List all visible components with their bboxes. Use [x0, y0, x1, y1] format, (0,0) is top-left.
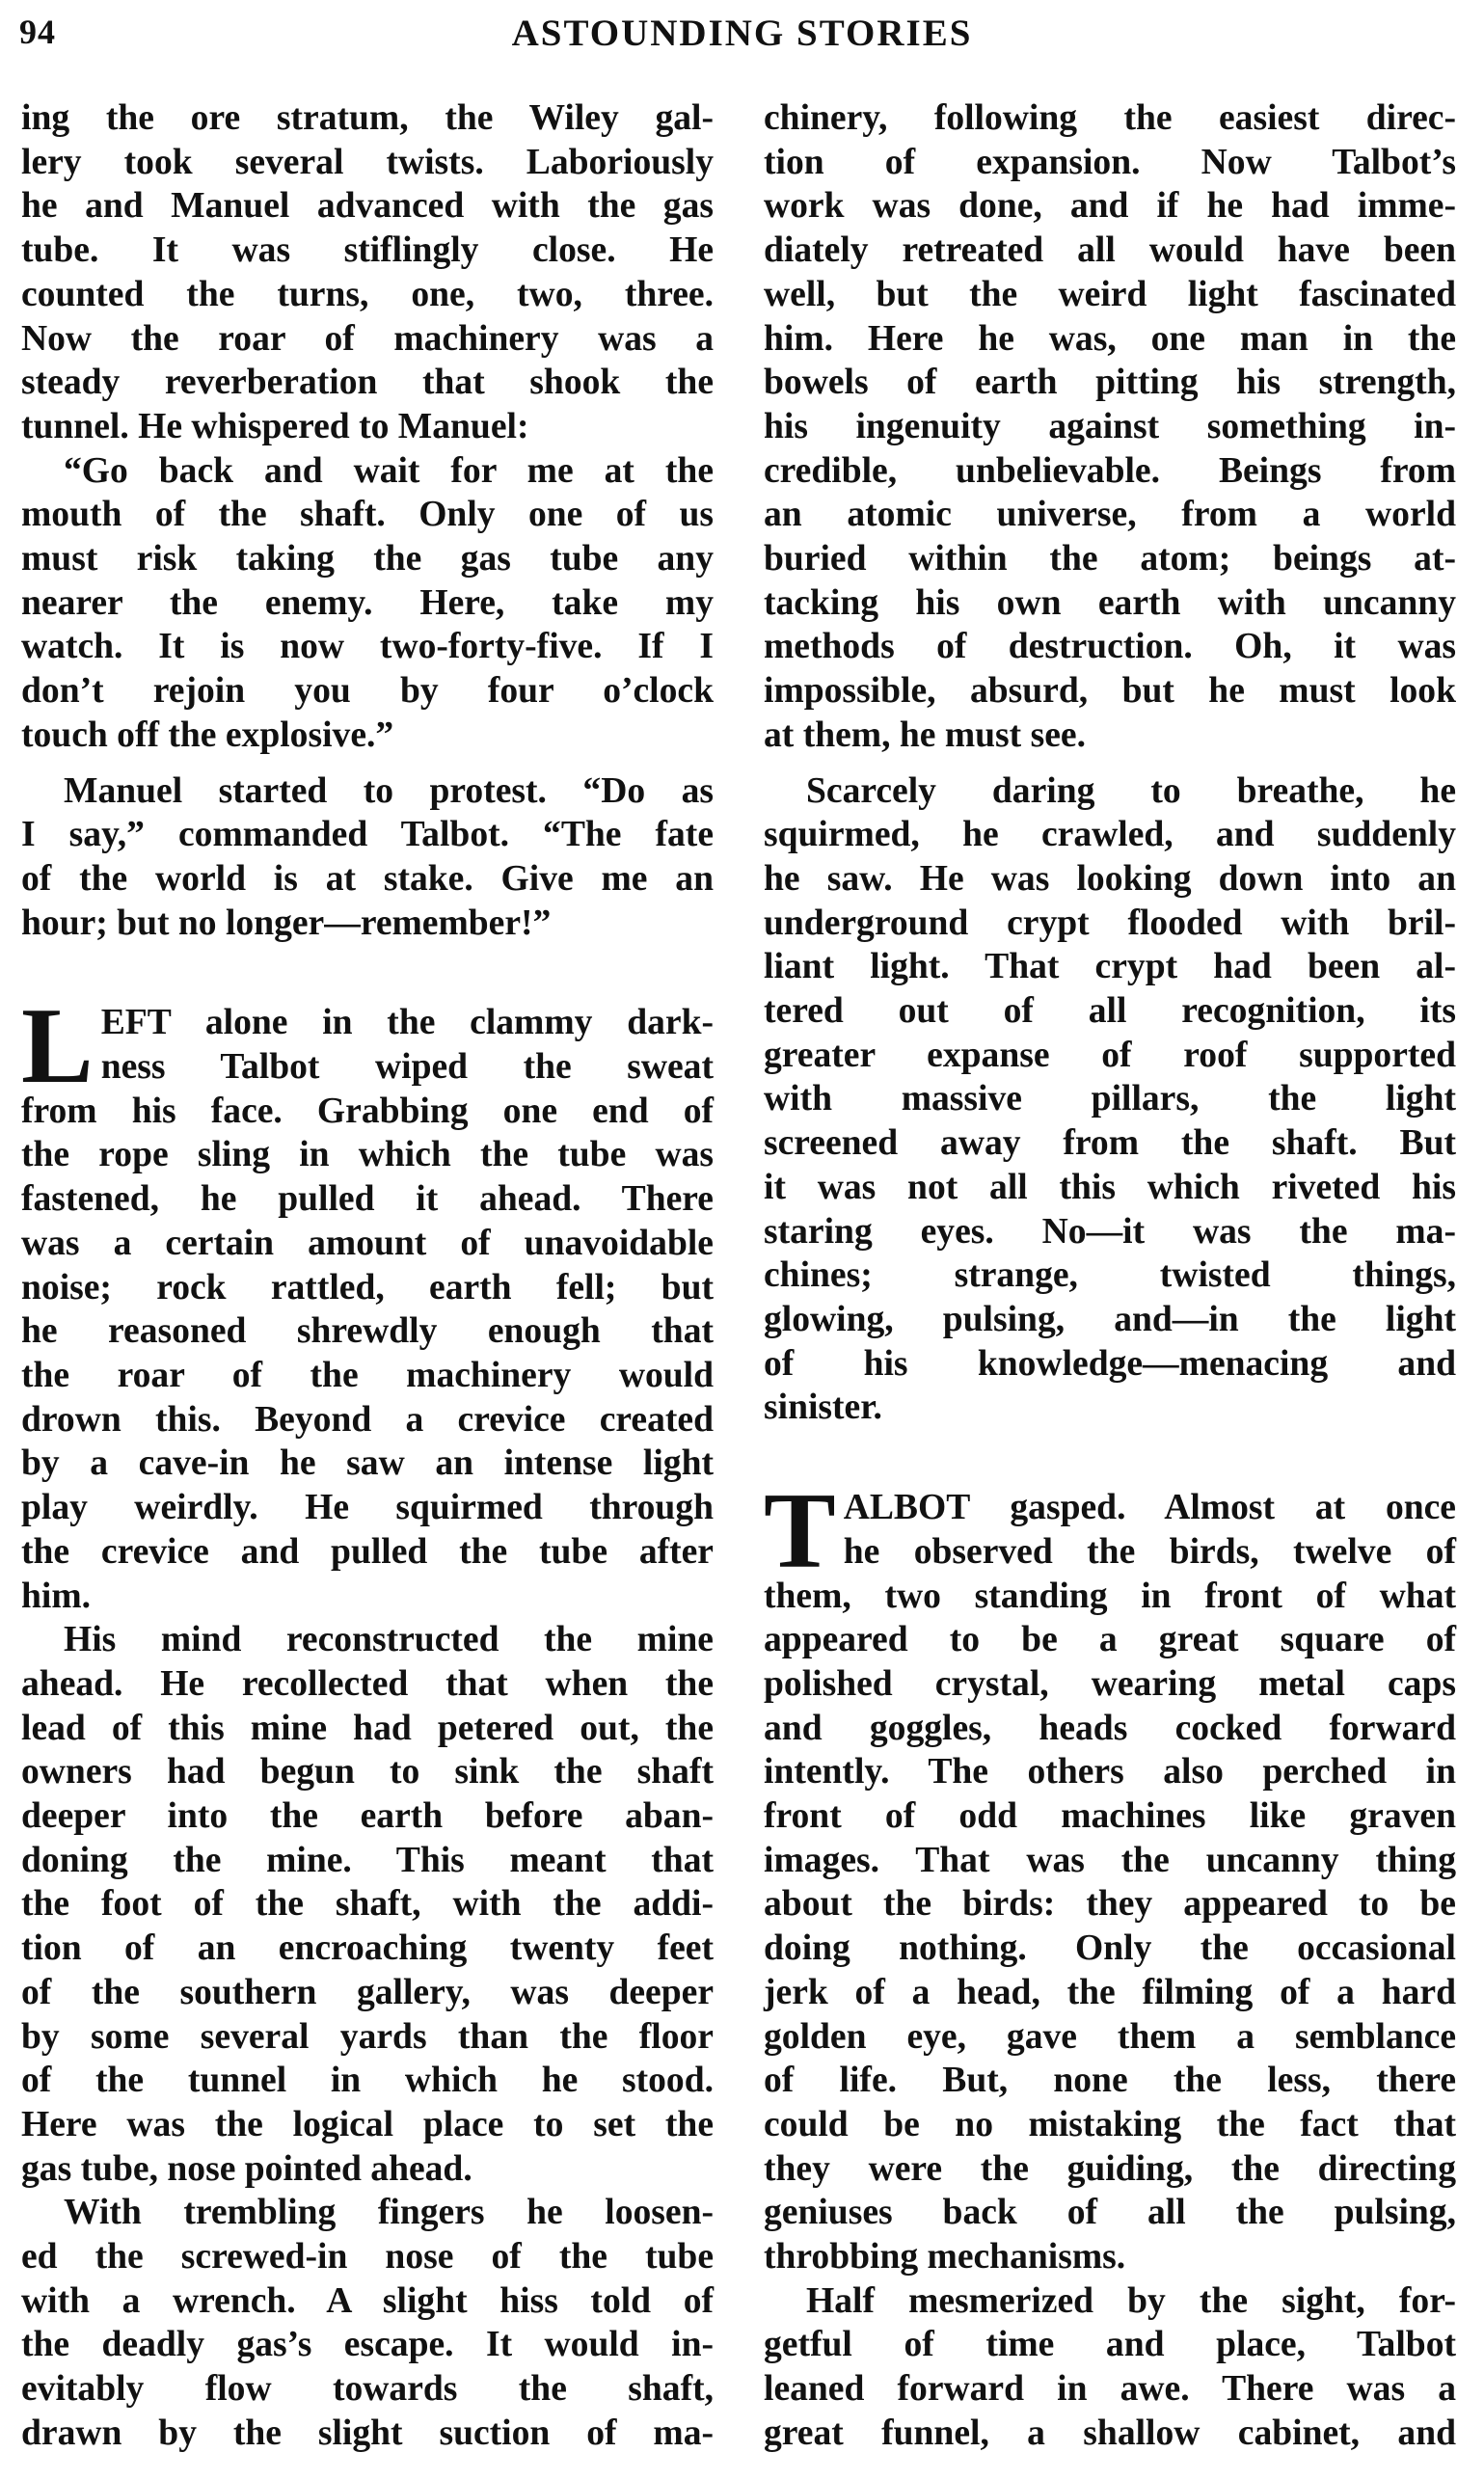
text-line: tunnel. He whispered to Manuel: — [21, 406, 529, 446]
running-title: ASTOUNDING STORIES — [511, 13, 973, 54]
text-line: greater expanse of roof supported — [764, 1035, 1456, 1075]
text-line: tered out of all recognition, its — [764, 991, 1456, 1032]
text-line: polished crystal, wearing metal caps — [764, 1663, 1456, 1704]
text-line: credible, unbelievable. Beings from — [764, 450, 1456, 491]
text-line: diately retreated all would have been — [764, 230, 1456, 271]
text-line: evitably flow towards the shaft, — [21, 2369, 714, 2410]
text-line: ed the screwed-in nose of the tube — [21, 2237, 714, 2278]
text-line: of his knowledge—menacing and — [764, 1343, 1456, 1384]
text-line: lery took several twists. Laboriously — [21, 142, 714, 182]
text-line: from his face. Grabbing one end of — [21, 1091, 714, 1131]
text-line: he saw. He was looking down into an — [764, 858, 1456, 899]
text-line: His mind reconstructed the mine — [64, 1620, 714, 1660]
text-line: ALBOT gasped. Almost at once — [843, 1488, 1456, 1528]
text-line: at them, he must see. — [764, 714, 1086, 755]
text-line: EFT alone in the clammy dark- — [100, 1003, 714, 1043]
text-line: tion of expansion. Now Talbot’s — [764, 142, 1456, 182]
dropcap-paragraph-opening — [764, 1471, 1456, 1592]
text-line: lead of this mine had petered out, the — [21, 1708, 714, 1748]
text-line: nearer the enemy. Here, take my — [21, 582, 714, 623]
text-line: of the tunnel in which he stood. — [21, 2061, 714, 2101]
text-line: the foot of the shaft, with the addi- — [21, 1884, 714, 1925]
text-line: doning the mine. This meant that — [21, 1840, 714, 1880]
text-line: ness Talbot wiped the sweat — [100, 1047, 714, 1088]
text-line: tion of an encroaching twenty feet — [21, 1928, 714, 1969]
text-line: steady reverberation that shook the — [21, 363, 714, 403]
text-line: drown this. Beyond a crevice created — [21, 1399, 714, 1440]
text-line: his ingenuity against something in- — [764, 406, 1456, 446]
text-line: deeper into the earth before aban- — [21, 1796, 714, 1837]
text-line: drawn by the slight suction of ma- — [21, 2413, 714, 2453]
text-line: work was done, and if he had imme- — [764, 186, 1456, 227]
text-line: and goggles, heads cocked forward — [764, 1708, 1456, 1748]
text-line: glowing, pulsing, and—in the light — [764, 1299, 1456, 1339]
text-line: ing the ore stratum, the Wiley gal- — [21, 98, 714, 138]
text-line: must risk taking the gas tube any — [21, 539, 714, 580]
text-line: gas tube, nose pointed ahead. — [21, 2148, 472, 2189]
text-line: it was not all this which riveted his — [764, 1167, 1456, 1207]
text-line: about the birds: they appeared to be — [764, 1884, 1456, 1925]
text-line: noise; rock rattled, earth fell; but — [21, 1267, 714, 1307]
text-line: geniuses back of all the pulsing, — [764, 2193, 1456, 2233]
text-line: great funnel, a shallow cabinet, and — [764, 2413, 1456, 2453]
text-line: the roar of the machinery would — [21, 1355, 714, 1395]
text-line: underground crypt flooded with bril- — [764, 903, 1456, 943]
text-line: Now the roar of machinery was a — [21, 318, 714, 359]
text-line: impossible, absurd, but he must look — [764, 671, 1456, 712]
text-line: “Go back and wait for me at the — [64, 450, 714, 491]
text-line: Here was the logical place to set the — [21, 2104, 714, 2144]
text-line: chinery, following the easiest direc- — [764, 98, 1456, 138]
text-line: an atomic universe, from a world — [764, 495, 1456, 535]
text-line: by a cave-in he saw an intense light — [21, 1443, 714, 1484]
text-line: hour; but no longer—remember!” — [21, 903, 552, 943]
left-column — [21, 96, 714, 2456]
text-line: tube. It was stiflingly close. He — [21, 230, 714, 271]
text-line: him. — [21, 1576, 92, 1616]
text-line: he observed the birds, twelve of — [843, 1531, 1456, 1572]
text-line: owners had begun to sink the shaft — [21, 1752, 714, 1793]
text-line: him. Here he was, one man in the — [764, 318, 1456, 359]
text-line: watch. It is now two-forty-five. If I — [21, 627, 714, 667]
text-line: Half mesmerized by the sight, for- — [806, 2280, 1456, 2321]
page-header — [0, 0, 1484, 67]
text-line: throbbing mechanisms. — [764, 2237, 1126, 2278]
text-line: methods of destruction. Oh, it was — [764, 627, 1456, 667]
text-line: of life. But, none the less, there — [764, 2061, 1456, 2101]
text-line: leaned forward in awe. There was a — [764, 2369, 1456, 2410]
text-line: he and Manuel advanced with the gas — [21, 186, 714, 227]
text-line: Manuel started to protest. “Do as — [64, 770, 714, 811]
text-line: with massive pillars, the light — [764, 1079, 1456, 1119]
text-line: ahead. He recollected that when the — [21, 1663, 714, 1704]
text-line: the deadly gas’s escape. It would in- — [21, 2325, 714, 2365]
drop-cap-letter: L — [21, 986, 94, 1107]
text-line: fastened, he pulled it ahead. There — [21, 1179, 714, 1220]
text-line: doing nothing. Only the occasional — [764, 1928, 1456, 1969]
text-line: they were the guiding, the directing — [764, 2148, 1456, 2189]
text-line: of the southern gallery, was deeper — [21, 1972, 714, 2012]
text-line: the rope sling in which the tube was — [21, 1135, 714, 1175]
text-line: staring eyes. No—it was the ma- — [764, 1211, 1456, 1252]
text-line: tacking his own earth with uncanny — [764, 582, 1456, 623]
text-line: play weirdly. He squirmed through — [21, 1488, 714, 1528]
text-line: mouth of the shaft. Only one of us — [21, 495, 714, 535]
text-line: well, but the weird light fascinated — [764, 274, 1456, 314]
text-line: images. That was the uncanny thing — [764, 1840, 1456, 1880]
text-line: chines; strange, twisted things, — [764, 1255, 1456, 1296]
text-line: could be no mistaking the fact that — [764, 2104, 1456, 2144]
text-line: squirmed, he crawled, and suddenly — [764, 815, 1456, 855]
text-line: by some several yards than the floor — [21, 2016, 714, 2057]
text-line: front of odd machines like graven — [764, 1796, 1456, 1837]
text-line: with a wrench. A slight hiss told of — [21, 2280, 714, 2321]
text-line: I say,” commanded Talbot. “The fate — [21, 815, 714, 855]
page-number: 94 — [19, 13, 56, 51]
text-line: don’t rejoin you by four o’clock — [21, 671, 714, 712]
text-line: appeared to be a great square of — [764, 1620, 1456, 1660]
text-line: intently. The others also perched in — [764, 1752, 1456, 1793]
text-line: he reasoned shrewdly enough that — [21, 1311, 714, 1352]
text-line: bowels of earth pitting his strength, — [764, 363, 1456, 403]
text-line: them, two standing in front of what — [764, 1576, 1456, 1616]
text-line: buried within the atom; beings at- — [764, 539, 1456, 580]
text-line: jerk of a head, the filming of a hard — [764, 1972, 1456, 2012]
drop-cap-letter: T — [764, 1471, 836, 1592]
dropcap-paragraph-opening — [21, 986, 714, 1107]
text-line: golden eye, gave them a semblance — [764, 2016, 1456, 2057]
text-line: the crevice and pulled the tube after — [21, 1531, 714, 1572]
text-line: screened away from the shaft. But — [764, 1123, 1456, 1164]
text-line: getful of time and place, Talbot — [764, 2325, 1456, 2365]
text-line: sinister. — [764, 1388, 882, 1428]
right-column — [764, 96, 1456, 2456]
text-line: counted the turns, one, two, three. — [21, 274, 714, 314]
text-line: liant light. That crypt had been al- — [764, 947, 1456, 987]
text-line: was a certain amount of unavoidable — [21, 1223, 714, 1263]
text-line: Scarcely daring to breathe, he — [806, 770, 1456, 811]
text-line: touch off the explosive.” — [21, 714, 394, 755]
text-line: of the world is at stake. Give me an — [21, 858, 714, 899]
text-line: With trembling fingers he loosen- — [64, 2193, 714, 2233]
